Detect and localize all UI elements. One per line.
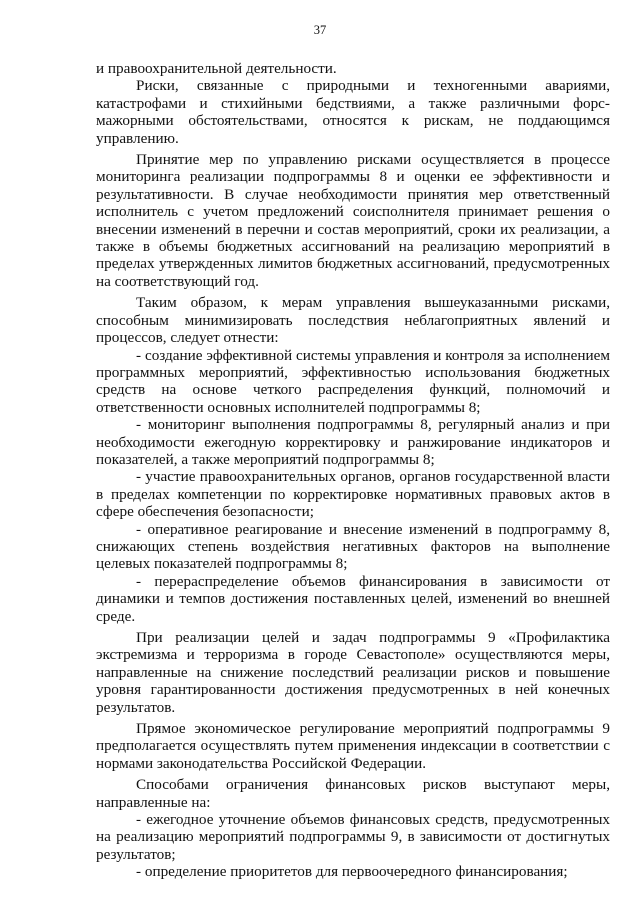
list-item-operative-response: - оперативное реагирование и внесение изменений в подпрограмму 8, снижающих степень воздействия негативных факторов на выполнение целевых показателей подпрограммы 8; (96, 520, 610, 573)
paragraph-subprogram-9: При реализации целей и задач подпрограммы 9 «Профилактика экстремизма и терроризма в городе Севастополе» осуществляются меры, направленные на снижение последствий реализации рисков и повышение уровня гарантированности достижения предусмотренных в ней конечных результатов. (96, 629, 610, 716)
list-item-law-enforcement: - участие правоохранительных органов, органов государственной власти в пределах компетенции по корректировке нормативных правовых актов в сфере обеспечения безопасности; (96, 468, 610, 521)
paragraph-risk-management-measures: Принятие мер по управлению рисками осуществляется в процессе мониторинга реализации подпрограммы 8 и оценки ее эффективности и результативности. В случае необходимости принятия мер ответственный исполнитель с учетом предложений соисполнителя принимает решения о внесении изменений в перечни и состав мероприятий, сроки их реализации, а также в объемы бюджетных ассигнований на реализацию мероприятий в пределах утвержденных лимитов бюджетных ассигнований, предусмотренных на соответствующий год. (96, 151, 610, 290)
paragraph-measures-intro: Таким образом, к мерам управления вышеуказанными рисками, способным минимизировать последствия неблагоприятных явлений и процессов, следует отнести: (96, 294, 610, 347)
list-item-priorities: - определение приоритетов для первоочередного финансирования; (136, 863, 568, 881)
paragraph-continuation: и правоохранительной деятельности. (96, 60, 337, 77)
paragraph-economic-regulation: Прямое экономическое регулирование мероприятий подпрограммы 9 предполагается осуществлять путем применения индексации в соответствии с нормами законодательства Российской Федерации. (96, 720, 610, 772)
page-number: 37 (313, 23, 327, 37)
document-body (96, 60, 610, 881)
paragraph-financial-risk-methods: Способами ограничения финансовых рисков выступают меры, направленные на: (96, 776, 610, 811)
list-item-monitoring: - мониторинг выполнения подпрограммы 8, регулярный анализ и при необходимости ежегодную корректировку и ранжирование индикаторов и показателей, а также мероприятий подпрограммы 8; (96, 416, 610, 468)
list-item-annual-update: - ежегодное уточнение объемов финансовых средств, предусмотренных на реализацию мероприятий подпрограммы 9, в зависимости от достигнутых результатов; (96, 811, 610, 863)
list-item-redistribution: - перераспределение объемов финансирования в зависимости от динамики и темпов достижения поставленных целей, изменений во внешней среде. (96, 572, 610, 625)
paragraph-risks-uncontrollable: Риски, связанные с природными и техногенными авариями, катастрофами и стихийными бедствиями, а также различными форс-мажорными обстоятельствами, относятся к рискам, не поддающимся управлению. (96, 77, 610, 147)
list-item-control-system: - создание эффективной системы управления и контроля за исполнением программных мероприятий, эффективностью использования бюджетных средств на основе четкого распределения функций, полномочий и ответственности основных исполнителей подпрограммы 8; (96, 346, 610, 416)
